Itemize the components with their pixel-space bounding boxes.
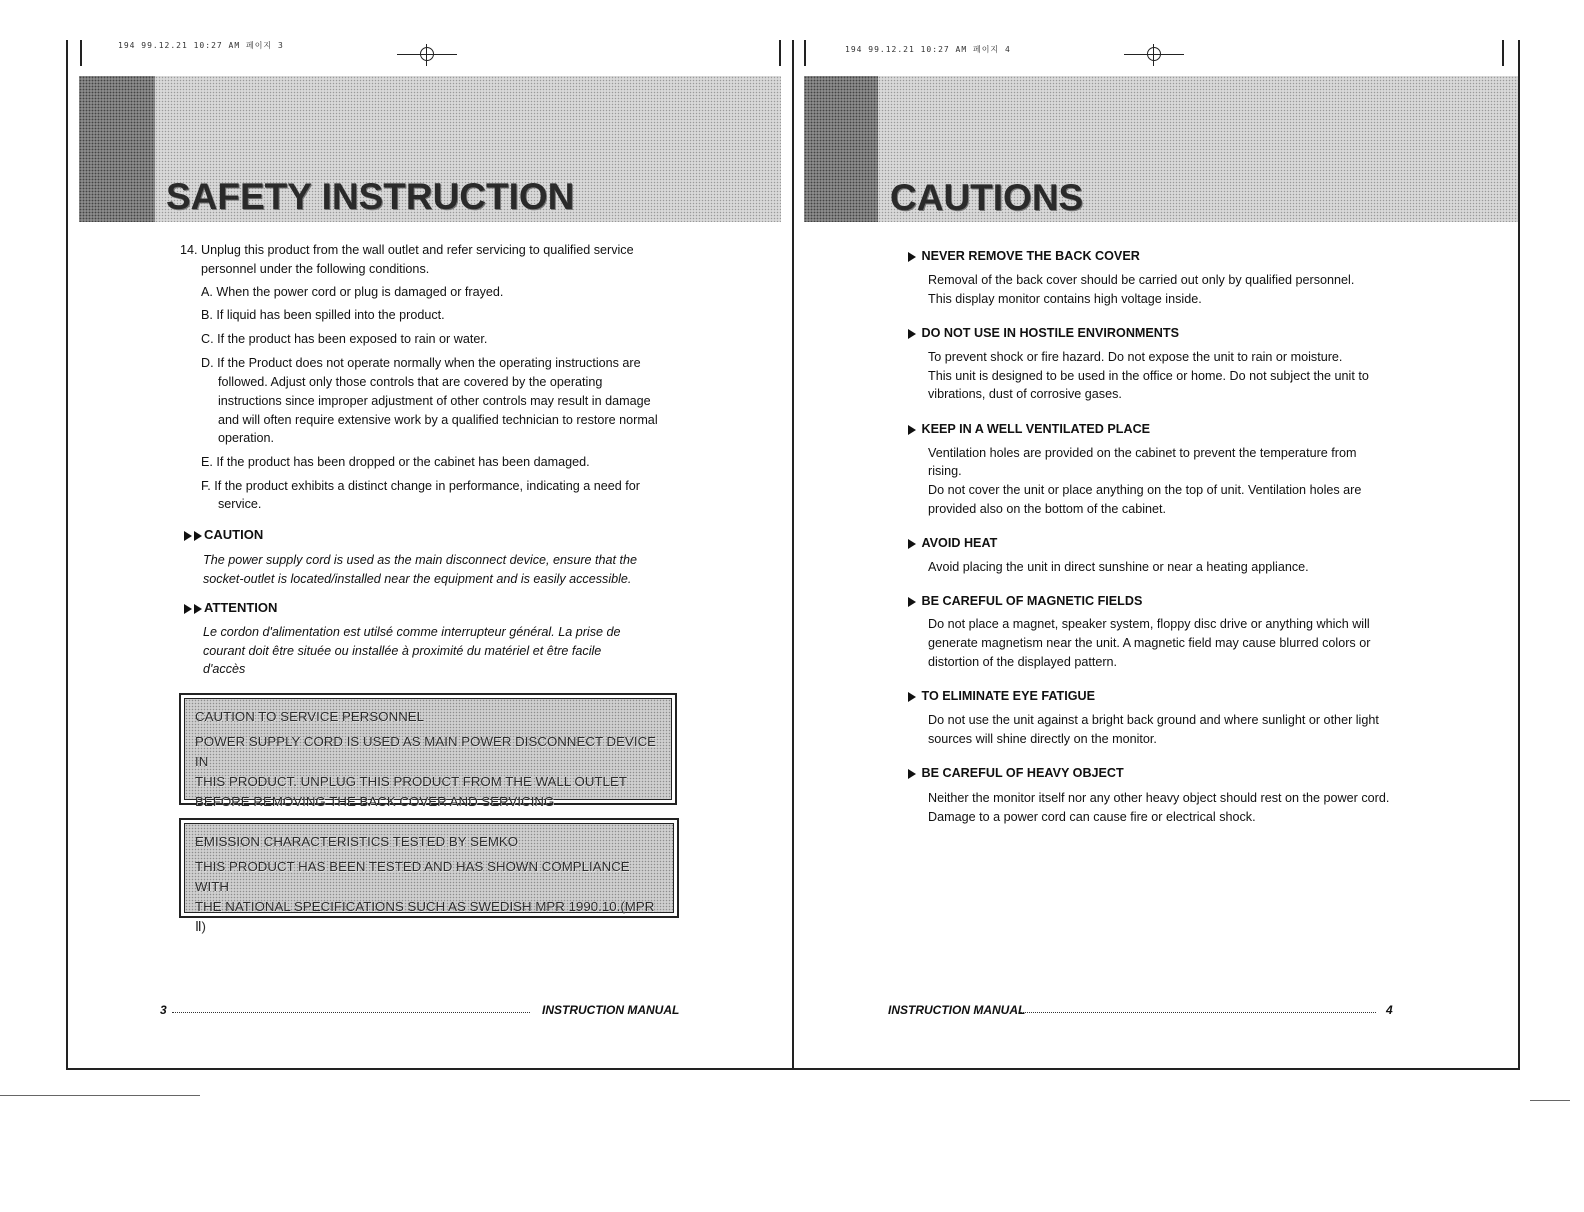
caution-section-heading: DO NOT USE IN HOSTILE ENVIRONMENTS [921,326,1179,340]
item-14-a: A. When the power cord or plug is damaged or frayed. [201,285,504,299]
arrow-icon [908,425,916,435]
caution-section-heading-row [908,420,1150,439]
left-page-title: SAFETY INSTRUCTION [166,176,575,217]
caution-section-heading-row [908,534,997,553]
frame-center-line [792,40,794,1070]
registration-mark-left [397,44,457,64]
print-mark-right: 194 99.12.21 10:27 AM 페이지 4 [845,45,1011,54]
scan-artifact-line-right [1530,1100,1570,1101]
caution-section-heading: BE CAREFUL OF MAGNETIC FIELDS [921,594,1143,608]
frame-center-line-a [779,40,781,66]
item-14-b: B. If liquid has been spilled into the product. [201,308,445,322]
caution-section-heading-row [908,764,1124,783]
frame-center-line-b [804,40,806,66]
service-personnel-box-inner [184,698,672,809]
registration-mark-right [1124,44,1184,64]
frame-right-line [1518,40,1520,1070]
caution-section-line: Ventilation holes are provided on the cabinet to prevent the temperature from [928,446,1357,460]
item-14-e: E. If the product has been dropped or the cabinet has been damaged. [201,455,590,469]
caution-line-2: socket-outlet is located/installed near the equipment and is easily accessible. [203,572,632,586]
attention-heading: ATTENTION [204,600,278,615]
attention-heading-row [184,598,277,618]
emission-box-line: THIS PRODUCT HAS BEEN TESTED AND HAS SHOWN COMPLIANCE WITH [195,859,630,894]
item-14-intro-2: personnel under the following conditions. [201,262,430,276]
frame-bottom-line [66,1068,1520,1070]
caution-section-line: Removal of the back cover should be carried out only by qualified personnel. [928,273,1355,287]
caution-heading-row [184,525,263,545]
caution-section-line: generate magnetism near the unit. A magnetic field may cause blurred colors or [928,636,1371,650]
right-page-number: 4 [1386,1003,1393,1017]
right-footer-label: INSTRUCTION MANUAL [888,1003,1026,1017]
arrow-icon [194,531,202,541]
service-personnel-box-title: CAUTION TO SERVICE PERSONNEL [195,709,425,724]
emission-box-line: THE NATIONAL SPECIFICATIONS SUCH AS SWEDISH MPR 1990.10.(MPR Ⅱ) [195,899,655,934]
right-page-title: CAUTIONS [890,177,1084,218]
caution-line-1: The power supply cord is used as the main disconnect device, ensure that the [203,553,638,567]
service-box-line: BEFORE REMOVING THE BACK COVER AND SERVICING [195,794,555,809]
caution-section-line: Do not cover the unit or place anything on the top of unit. Ventilation holes are [928,483,1362,497]
arrow-icon [184,531,192,541]
item-14-intro: 14. Unplug this product from the wall outlet and refer servicing to qualified service [180,243,634,257]
caution-heading: CAUTION [204,527,264,542]
caution-section-line: Do not use the unit against a bright back ground and where sunlight or other light [928,713,1379,727]
arrow-icon [908,539,916,549]
item-14-d-line-1: D. If the Product does not operate normally when the operating instructions are [201,356,641,370]
caution-section-heading-row [908,247,1140,266]
attention-line-1: Le cordon d'alimentation est utilsé comme interrupteur général. La prise de [203,625,621,639]
caution-section-line: Neither the monitor itself nor any other heavy object should rest on the power cord. [928,791,1390,805]
arrow-icon [184,604,192,614]
caution-section-line: Avoid placing the unit in direct sunshine or near a heating appliance. [928,560,1309,574]
arrow-icon [908,769,916,779]
caution-section-line: distortion of the displayed pattern. [928,655,1118,669]
arrow-icon [908,252,916,262]
right-footer-leader [1020,1012,1376,1013]
left-banner-dark-block [79,76,155,222]
caution-section-line: vibrations, dust of corrosive gases. [928,387,1122,401]
item-14-f-line-2: service. [218,497,262,511]
caution-section-heading-row [908,324,1179,343]
emission-box-inner [184,823,674,934]
attention-line-2: courant doit être située ou installée à proximité du matériel et être facile [203,644,602,658]
caution-section-line: Damage to a power cord can cause fire or electrical shock. [928,810,1256,824]
left-page-number: 3 [160,1003,167,1017]
caution-section-line: This unit is designed to be used in the office or home. Do not subject the unit to [928,369,1369,383]
caution-section-heading: KEEP IN A WELL VENTILATED PLACE [921,422,1151,436]
caution-section-heading: TO ELIMINATE EYE FATIGUE [921,689,1096,703]
service-box-line: THIS PRODUCT. UNPLUG THIS PRODUCT FROM THE WALL OUTLET [195,774,627,789]
left-footer-label: INSTRUCTION MANUAL [542,1003,680,1017]
emission-box-title: EMISSION CHARACTERISTICS TESTED BY SEMKO [195,834,519,849]
item-14-f-line-1: F. If the product exhibits a distinct change in performance, indicating a need for [201,479,640,493]
arrow-icon [908,692,916,702]
service-box-line: POWER SUPPLY CORD IS USED AS MAIN POWER DISCONNECT DEVICE IN [195,734,657,769]
frame-left-outer-tick [80,40,82,66]
item-14-c: C. If the product has been exposed to rain or water. [201,332,488,346]
service-personnel-box [179,693,677,809]
arrow-icon [908,597,916,607]
frame-right-tick [1502,40,1504,66]
caution-section-heading: BE CAREFUL OF HEAVY OBJECT [921,766,1124,780]
caution-section-line: sources will shine directly on the monitor. [928,732,1157,746]
emission-box [179,818,679,934]
right-banner-dark-block [804,76,878,222]
caution-section-heading-row [908,592,1142,611]
arrow-icon [194,604,202,614]
arrow-icon [908,329,916,339]
item-14-d-line-2: followed. Adjust only those controls that are covered by the operating [218,375,603,389]
caution-section-line: To prevent shock or fire hazard. Do not expose the unit to rain or moisture. [928,350,1343,364]
caution-section-line: Do not place a magnet, speaker system, floppy disc drive or anything which will [928,617,1370,631]
caution-section-heading: AVOID HEAT [921,536,998,550]
caution-section-heading: NEVER REMOVE THE BACK COVER [921,249,1140,263]
item-14-d-line-3: instructions since improper adjustment of other controls may result in damage [218,394,651,408]
attention-line-3: d'accès [203,662,246,676]
caution-section-heading-row [908,687,1095,706]
frame-left-line [66,40,68,1070]
caution-section-line: This display monitor contains high voltage inside. [928,292,1202,306]
item-14-d-line-5: operation. [218,431,275,445]
caution-section-line: rising. [928,464,962,478]
print-mark-left: 194 99.12.21 10:27 AM 페이지 3 [118,41,284,50]
left-footer-leader [172,1012,530,1013]
scan-artifact-line [0,1095,200,1096]
item-14-d-line-4: and will often require extensive work by a qualified technician to restore normal [218,413,658,427]
caution-section-line: provided also on the bottom of the cabinet. [928,502,1167,516]
